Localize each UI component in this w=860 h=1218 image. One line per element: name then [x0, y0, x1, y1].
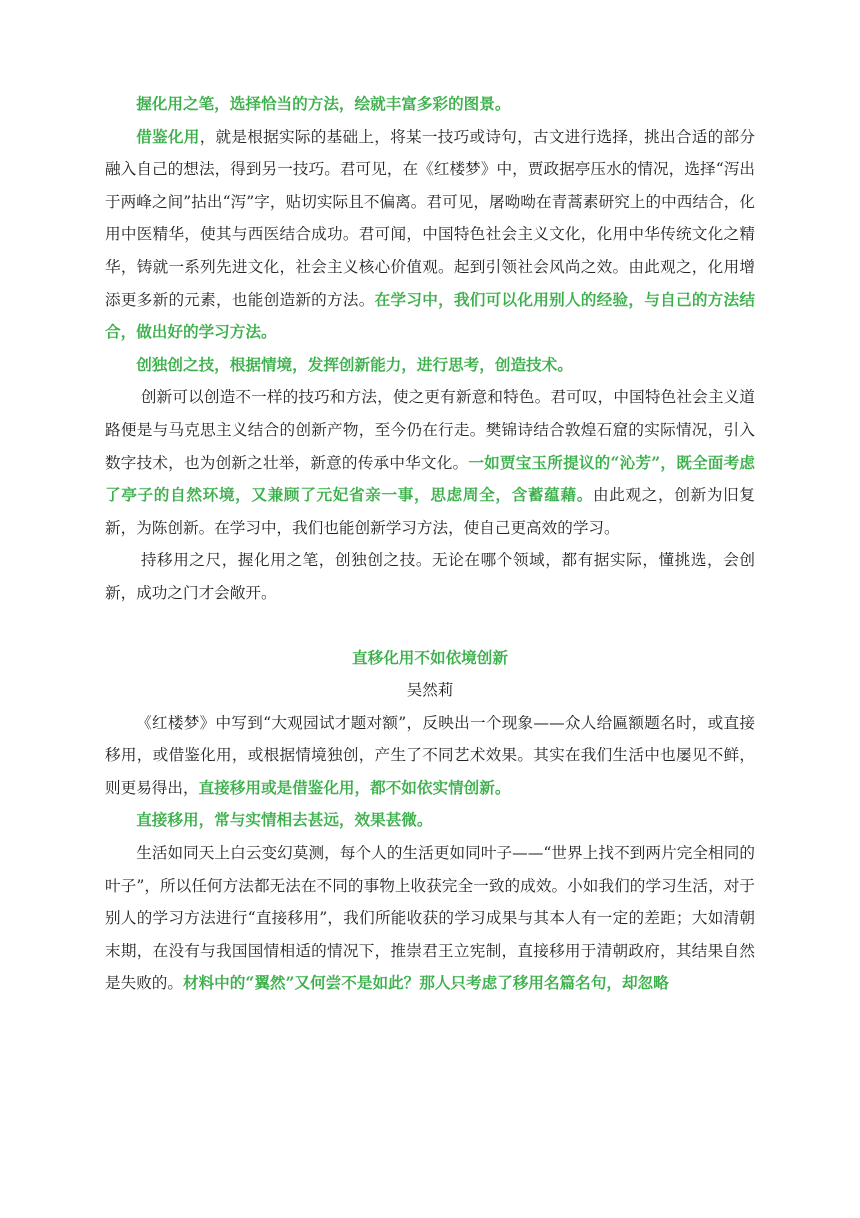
highlighted-text: 在学习中，我们可以化用别人的经验，与自己的方法结合，做出好的学习方法。 — [105, 289, 755, 342]
essay-title: 直移化用不如依境创新 — [352, 647, 508, 667]
essay-author: 吴然莉 — [406, 681, 454, 700]
body-text: ，就是根据实际的基础上，将某一技巧或诗句，古文进行选择，挑出合适的部分融入自己的想法，得到另一技巧。君可见，在《红楼梦》中，贾政据亭压水的情况，选择“泻出于两峰之间”拈出“泻”字，贴切实际且不偏离。君可见，屠呦呦在青蒿素研究上的中西结合，化用中医精华，使其与西医结合成功。君可闻，中国特色社会主义文化，化用中华传统文化之精华，铸就一系列先进文化，社会主义核心价值观。起到引领社会风尚之效。由此观之，化用增添更多新的元素，也能创造新的方法。 — [105, 127, 755, 309]
body-text: 创新可以创造不一样的技巧和方法，使之更有新意和特色。君可叹，中国特色社会主义道路便是与马克思主义结合的创新产物，至今仍在行走。樊锦诗结合敦煌石窟的实际情况，引入数字技术，也为创新之壮举，新意的传承中华文化。 — [105, 388, 755, 472]
paragraph — [105, 121, 755, 349]
highlighted-text: 握化用之笔，选择恰当的方法，绘就丰富多彩的图景。 — [136, 94, 511, 113]
highlighted-text: 直接移用，常与实情相去甚远，效果甚微。 — [136, 810, 433, 830]
document-body — [105, 88, 755, 1000]
paragraph — [105, 707, 755, 805]
body-text: 生活如同天上白云变幻莫测，每个人的生活更如同叶子——“世界上找不到两片完全相同的叶子”，所以任何方法都无法在不同的事物上收获完全一致的成效。小如我们的学习生活，对于别人的学习方法进行“直接移用”，我们所能收获的学习成果与其本人有一定的差距；大如清朝末期，在没有与我国国情相适的情况下，推崇君王立宪制，直接移用于清朝政府，其结果自然是失败的。 — [105, 844, 755, 993]
paragraph — [105, 804, 755, 837]
body-text: 《红楼梦》中写到“大观园试才题对额”，反映出一个现象——众人给匾额题名时，或直接移用，或借鉴化用，或根据情境独创，产生了不同艺术效果。其实在我们生活中也屡见不鲜，则更易得出， — [105, 713, 755, 797]
highlighted-text: 一如贾宝玉所提议的“沁芳”，既全面考虑了亭子的自然环境，又兼顾了元妃省亲一事，思虑周全，含蓄蕴藉。 — [105, 452, 755, 505]
paragraph — [105, 88, 755, 121]
paragraph — [105, 381, 755, 544]
highlighted-text: 借鉴化用 — [136, 126, 200, 146]
body-text: 由此观之，创新为旧复新，为陈创新。在学习中，我们也能创新学习方法，使自己更高效的学习。 — [105, 486, 755, 537]
highlighted-text: 材料中的“翼然”又何尝不是如此？那人只考虑了移用名篇名句，却忽略 — [182, 973, 669, 993]
body-text: 持移用之尺，握化用之笔，创独创之技。无论在哪个领域，都有据实际，懂挑选，会创新，成功之门才会敞开。 — [105, 551, 755, 602]
highlighted-text: 直接移用或是借鉴化用，都不如依实情创新。 — [198, 777, 511, 797]
paragraph — [105, 544, 755, 609]
highlighted-text: 创独创之技，根据情境，发挥创新能力，进行思考，创造技术。 — [136, 354, 573, 374]
paragraph — [105, 837, 755, 1000]
paragraph — [105, 349, 755, 382]
